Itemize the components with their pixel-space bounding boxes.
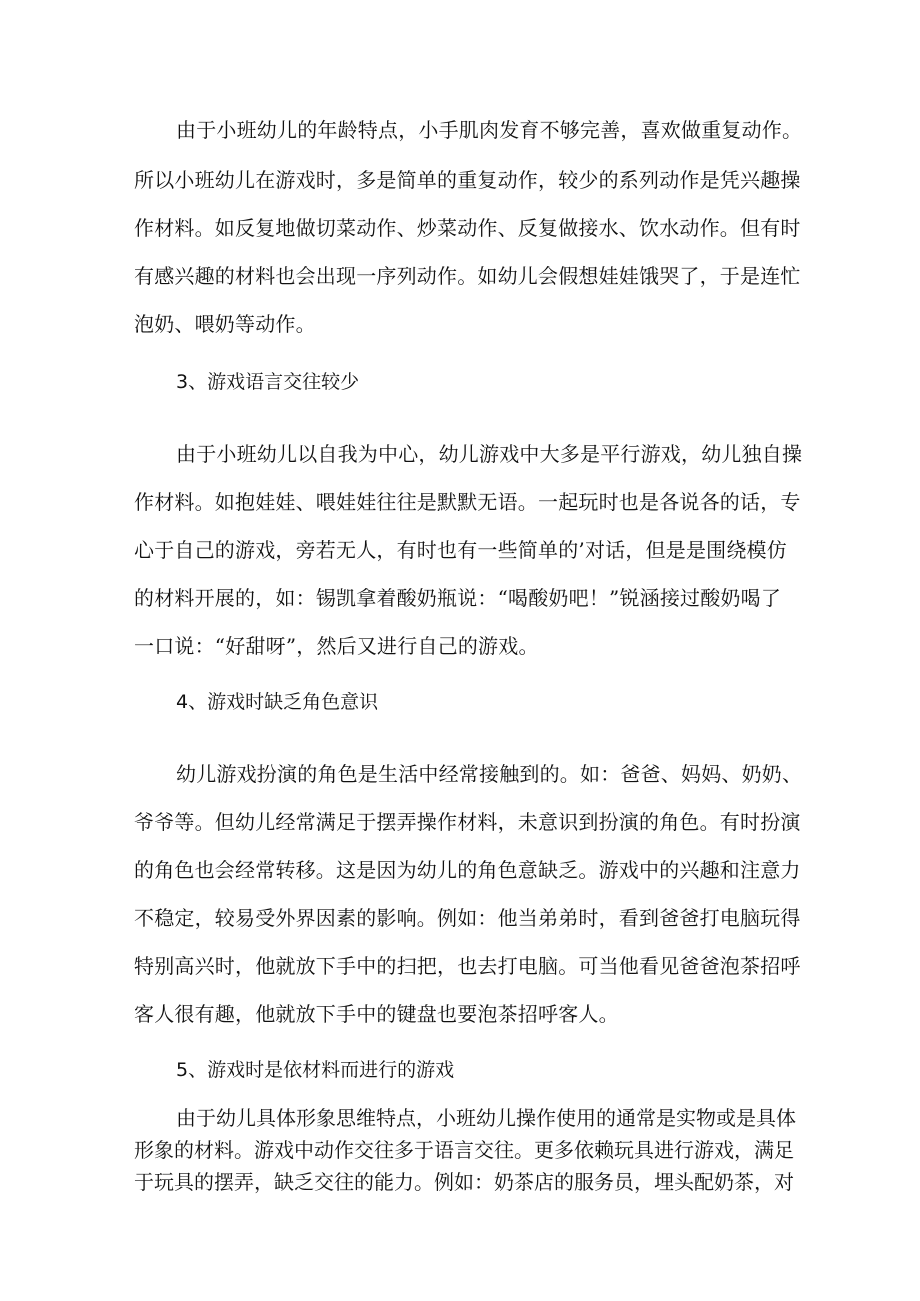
- paragraph-line: 于玩具的摆弄，缺乏交往的能力。例如：奶茶店的服务员，埋头配奶茶，对: [134, 1170, 794, 1194]
- paragraph-line: 的角色也会经常转移。这是因为幼儿的角色意缺乏。游戏中的兴趣和注意力: [134, 858, 801, 882]
- paragraph-line: 一口说：“好甜呀”，然后又进行自己的游戏。: [134, 634, 539, 658]
- paragraph-line: 客人很有趣，他就放下手中的键盘也要泡茶招呼客人。: [134, 1002, 619, 1026]
- paragraph-line: 有感兴趣的材料也会出现一序列动作。如幼儿会假想娃娃饿哭了，于是连忙: [134, 264, 801, 288]
- paragraph-line: 作材料。如抱娃娃、喂娃娃往往是默默无语。一起玩时也是各说各的话，专: [134, 490, 801, 514]
- section-heading-4: 4、游戏时缺乏角色意识: [176, 691, 379, 713]
- paragraph-line: 形象的材料。游戏中动作交往多于语言交往。更多依赖玩具进行游戏，满足: [134, 1138, 794, 1162]
- paragraph-line: 不稳定，较易受外界因素的影响。例如：他当弟弟时，看到爸爸打电脑玩得: [134, 906, 801, 930]
- paragraph-line: 的材料开展的，如：锡凯拿着酸奶瓶说：“喝酸奶吧！”锐涵接过酸奶喝了: [134, 586, 782, 610]
- section-heading-3: 3、游戏语言交往较少: [176, 371, 360, 393]
- paragraph-line: 心于自己的游戏，旁若无人，有时也有一些简单的’对话，但是是围绕模仿: [134, 538, 787, 562]
- paragraph-line: 由于小班幼儿的年龄特点，小手肌肉发育不够完善，喜欢做重复动作。: [176, 118, 803, 142]
- paragraph-line: 幼儿游戏扮演的角色是生活中经常接触到的。如：爸爸、妈妈、奶奶、: [176, 762, 803, 786]
- paragraph-line: 由于幼儿具体形象思维特点，小班幼儿操作使用的通常是实物或是具体: [176, 1106, 796, 1130]
- paragraph-line: 泡奶、喂奶等动作。: [134, 312, 316, 336]
- paragraph-line: 所以小班幼儿在游戏时，多是简单的重复动作，较少的系列动作是凭兴趣操: [134, 168, 801, 192]
- paragraph-line: 作材料。如反复地做切菜动作、炒菜动作、反复做接水、饮水动作。但有时: [134, 216, 801, 240]
- paragraph-line: 爷爷等。但幼儿经常满足于摆弄操作材料，未意识到扮演的角色。有时扮演: [134, 810, 801, 834]
- paragraph-line: 特别高兴时，他就放下手中的扫把，也去打电脑。可当他看见爸爸泡茶招呼: [134, 954, 801, 978]
- section-heading-5: 5、游戏时是依材料而进行的游戏: [176, 1059, 455, 1081]
- paragraph-line: 由于小班幼儿以自我为中心，幼儿游戏中大多是平行游戏，幼儿独自操: [176, 442, 803, 466]
